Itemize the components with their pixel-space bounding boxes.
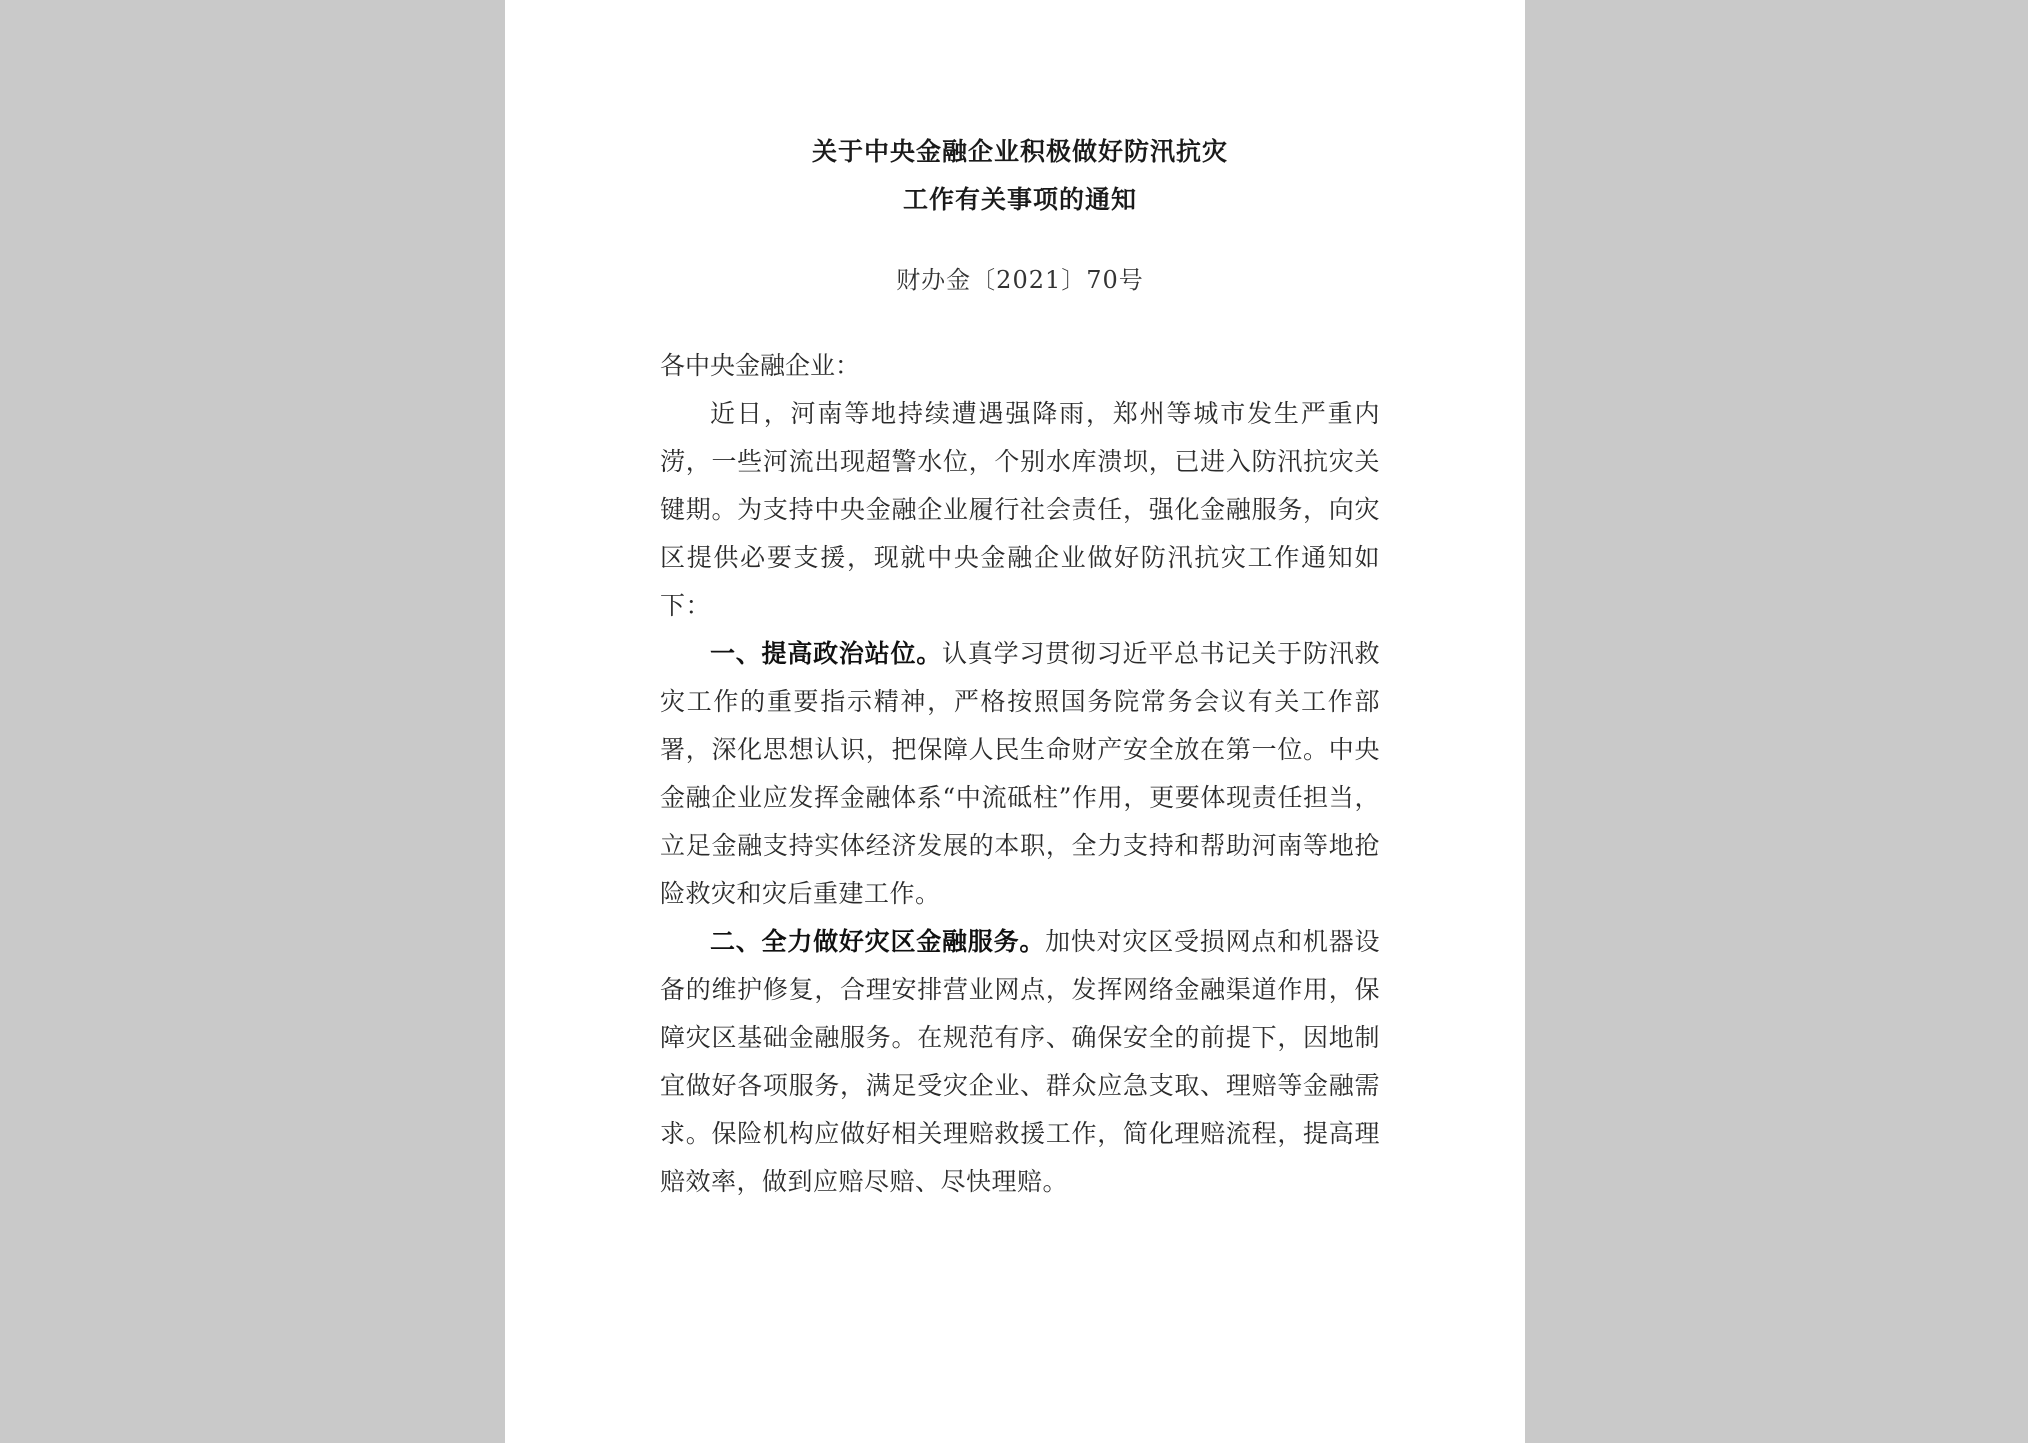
paragraph-text: 认真学习贯彻习近平总书记关于防汛救灾工作的重要指示精神，严格按照国务院常务会议有关工作部署，深化思想认识，把保障人民生命财产安全放在第一位。中央金融企业应发挥金融体系“中流砥柱”作用，更要体现责任担当，立足金融支持实体经济发展的本职，全力支持和帮助河南等地抢险救灾和灾后重建工作。 bbox=[660, 639, 1380, 908]
document-number: 财办金〔2021〕70号 bbox=[896, 266, 1144, 294]
paragraph-text: 加快对灾区受损网点和机器设备的维护修复，合理安排营业网点，发挥网络金融渠道作用，保障灾区基础金融服务。在规范有序、确保安全的前提下，因地制宜做好各项服务，满足受灾企业、群众应急支取、理赔等金融需求。保险机构应做好相关理赔救援工作，简化理赔流程，提高理赔效率，做到应赔尽赔、尽快理赔。 bbox=[660, 927, 1380, 1196]
title-line-1: 关于中央金融企业积极做好防汛抗灾 bbox=[811, 137, 1228, 166]
paragraph-lead: 一、提高政治站位。 bbox=[710, 639, 943, 668]
document-title bbox=[660, 128, 1380, 224]
salutation: 各中央金融企业： bbox=[660, 351, 861, 380]
page-content bbox=[660, 128, 1380, 1206]
paragraph-intro bbox=[660, 390, 1380, 630]
paragraph-text: 近日，河南等地持续遭遇强降雨，郑州等城市发生严重内涝，一些河流出现超警水位，个别水库溃坝，已进入防汛抗灾关键期。为支持中央金融企业履行社会责任，强化金融服务，向灾区提供必要支援，现就中央金融企业做好防汛抗灾工作通知如下： bbox=[660, 399, 1380, 620]
document-page bbox=[505, 0, 1525, 1443]
paragraph-section-1 bbox=[660, 630, 1380, 918]
paragraph-lead: 二、全力做好灾区金融服务。 bbox=[710, 927, 1046, 956]
title-line-2: 工作有关事项的通知 bbox=[902, 185, 1137, 214]
paragraph-section-2 bbox=[660, 918, 1380, 1206]
